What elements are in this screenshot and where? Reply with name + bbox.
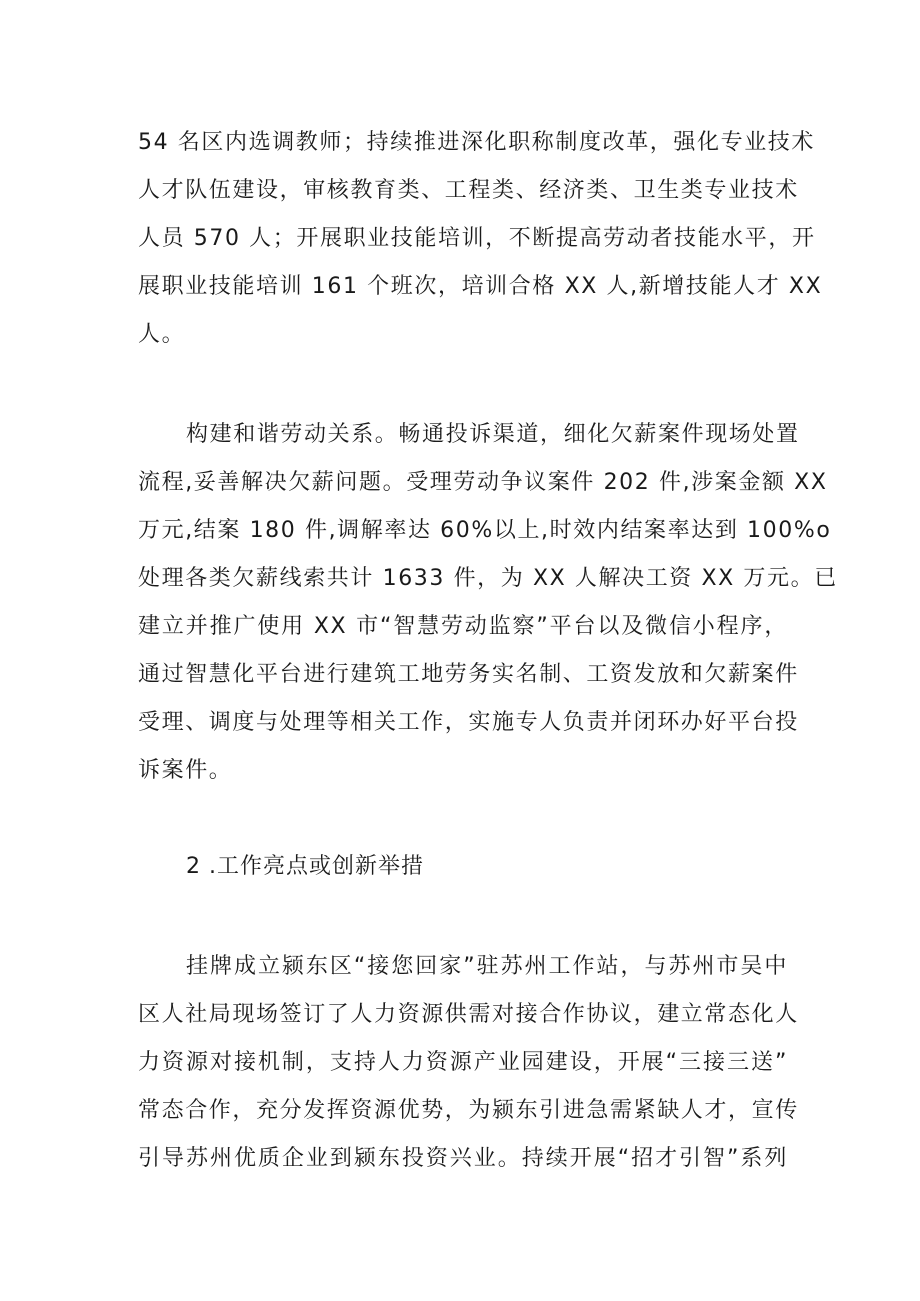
paragraph-line: 流程,妥善解决欠薪问题。受理劳动争议案件 202 件,涉案金额 XX [138, 470, 828, 495]
section-heading: 2 .工作亮点或创新举措 [186, 854, 424, 879]
paragraph-line: 力资源对接机制，支持人力资源产业园建设，开展“三接三送” [138, 1050, 788, 1075]
paragraph-line: 54 名区内选调教师；持续推进深化职称制度改革，强化专业技术 [138, 130, 815, 155]
paragraph-line: 建立并推广使用 XX 市“智慧劳动监察”平台以及微信小程序， [138, 614, 788, 639]
paragraph-line: 区人社局现场签订了人力资源供需对接合作协议，建立常态化人 [138, 1002, 799, 1027]
paragraph-line: 人才队伍建设，审核教育类、工程类、经济类、卫生类专业技术 [138, 178, 799, 203]
paragraph-line: 构建和谐劳动关系。畅通投诉渠道，细化欠薪案件现场处置 [186, 422, 800, 447]
paragraph-line: 受理、调度与处理等相关工作，实施专人负责并闭环办好平台投 [138, 710, 799, 735]
paragraph-line: 通过智慧化平台进行建筑工地劳务实名制、工资发放和欠薪案件 [138, 662, 799, 687]
paragraph-line: 展职业技能培训 161 个班次，培训合格 XX 人,新增技能人才 XX [138, 274, 823, 299]
paragraph-line: 人员 570 人；开展职业技能培训，不断提高劳动者技能水平，开 [138, 226, 816, 251]
paragraph-line: 处理各类欠薪线索共计 1633 件，为 XX 人解决工资 XX 万元。已 [138, 566, 838, 591]
paragraph-line: 诉案件。 [138, 758, 233, 783]
paragraph-line: 常态合作，充分发挥资源优势，为颍东引进急需紧缺人才，宣传 [138, 1098, 799, 1123]
paragraph-line: 万元,结案 180 件,调解率达 60%以上,时效内结案率达到 100%o [138, 518, 832, 543]
paragraph-line: 人。 [138, 322, 186, 347]
paragraph-line: 引导苏州优质企业到颍东投资兴业。持续开展“招才引智”系列 [138, 1146, 788, 1171]
paragraph-line: 挂牌成立颍东区“接您回家”驻苏州工作站，与苏州市吴中 [186, 954, 788, 979]
